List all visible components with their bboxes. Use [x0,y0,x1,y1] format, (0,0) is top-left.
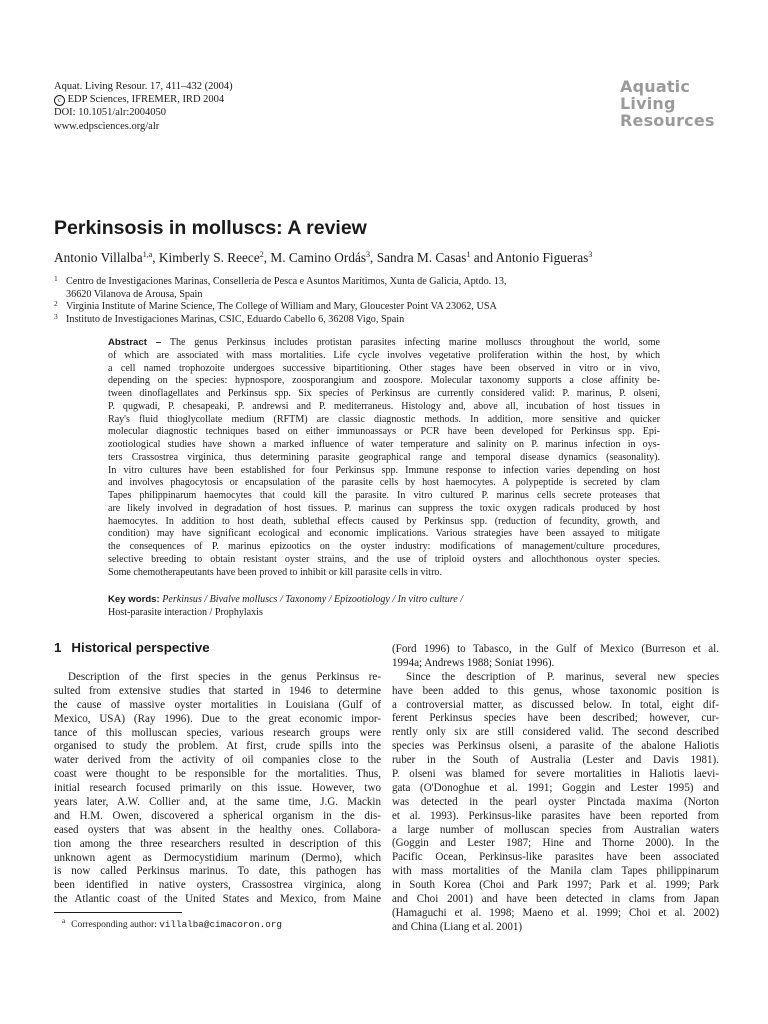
abstract-line [108,554,660,567]
body-text-line: in South Korea (Choi and Park 1997; Park et al. 1999; Park [392,879,719,892]
abstract-line [108,388,660,401]
author-separator: , [370,250,377,265]
author-email[interactable]: villalba@cimacoron.org [159,919,282,930]
author-name: Sandra M. Casas [376,250,467,265]
keywords-line [108,594,660,607]
body-text-line: ferent Perkinsus species have been described; however, cur- [392,712,719,725]
body-text-line: years later, A.W. Collier and, at the same time, J.G. Mackin [54,796,381,809]
author-name: Antonio Figueras [495,250,589,265]
section-number: 1 [54,640,62,655]
body-text-line: organised to study the problem. At first, crude spills into the [54,740,381,753]
abstract-text: zootiological studies have shown a marked influence of water temperature and salinity on P. marinus infection in oys- [108,439,660,450]
right-column [392,643,719,935]
logo-line: Resources [620,111,715,130]
affiliation-line [54,276,714,289]
body-text-line: rently only six are still considered valid. The second described [392,726,719,739]
abstract-text: Tapes philippinarum haemocytes that could kill the parasite. In vitro cultured P. marinus cells secrete proteases that [108,490,660,501]
body-text-line: et al. 1993). Perkinsus-like parasites have been reported from [392,809,719,822]
keywords-line: Host-parasite interaction / Prophylaxis [108,606,263,618]
body-text-line: a large number of molluscan species from Australian waters [392,823,719,836]
abstract-line [108,337,660,350]
author-affil-marker: 2 [259,250,264,259]
body-text-line: and Choi 2001) and have been detected in clams from Japan [392,893,719,906]
logo-line: Aquatic [620,77,691,96]
abstract-text: haemocytes. In addition to host death, sublethal effects caused by Perkinsus spp. (reduction of fecundity, growth, and [108,515,660,527]
body-text-line: the cause of massive oyster mortalities in Louisiana (Gulf of [54,698,381,711]
author-affil-marker: 1 [466,250,471,259]
abstract-line [108,414,660,427]
footnote [62,917,282,930]
footnote-rule [54,912,182,913]
abstract [108,337,660,579]
copyright-icon: c [54,95,65,106]
abstract-text: Ray's fluid thioglycollate medium (RFTM) are classic diagnostic methods. In addition, more sensitive and quicker [108,413,660,425]
abstract-line [108,465,660,478]
abstract-line [108,541,660,554]
abstract-line [108,490,660,503]
body-text-line: (Goggin and Lester 1987; Hine and Thorne 2000). In the [392,837,719,850]
affiliation-text: Instituto de Investigaciones Marinas, CSIC, Eduardo Cabello 6, 36208 Vigo, Spain [66,313,405,325]
body-text-line: (Ford 1996) to Tabasco, in the Gulf of Mexico (Burreson et al. [392,643,719,655]
body-text-line: Description of the first species in the genus Perkinsus re- [68,671,381,683]
author-affil-marker: 1,a [142,250,153,259]
abstract-text: molecular diagnostic techniques based on either immunoassays or PCR have been developed for Perkinsus spp. Epi- [108,426,660,438]
body-text-line: eased oysters that was absent in the healthy ones. Collabora- [54,823,381,836]
affiliations [54,276,714,326]
copyright-text: EDP Sciences, IFREMER, IRD 2004 [67,94,225,106]
keywords-label: Key words: [108,594,160,605]
body-text-line: water derived from the activity of oil companies close to the [54,754,381,767]
body-text-line: Pacific Ocean, Perkinsus-like parasites have been associated [392,851,719,864]
abstract-text: The genus Perkinsus includes protistan parasites infecting marine molluscs throughout the world, some [169,337,660,348]
body-text-line: with mass mortalities of the Manila clam Tapes philippinarum [392,865,719,878]
abstract-text: and involves phagocytosis or encapsulation of the parasite cells by host haemocytes. A polypeptide is secreted by clam [108,477,660,489]
affiliation-line [54,301,714,314]
abstract-line [108,567,660,580]
body-text-line: tance of this molluscan species, various research groups were [54,726,381,739]
abstract-text: are likely involved in degradation of host tissues. P. marinus can suppress the toxic oxygen radicals produced by host [108,502,660,514]
author-affil-marker: 3 [588,250,593,259]
abstract-line [108,477,660,490]
abstract-text: ters Crassostrea virginica, thus determining parasite geographical range and temporal disease dynamics (seasonality). [108,451,660,463]
abstract-line [108,401,660,414]
copyright-line [54,93,354,106]
body-text-line: unknown agent as Dermocystidium marinum (Dermo), which [54,851,381,864]
body-text-line: 1994a; Andrews 1988; Soniat 1996). [392,656,555,669]
body-text-line: Since the description of P. marinus, several new species [406,670,719,683]
body-text-line: coast were thought to be responsible for the mortalities. Thus, [54,768,381,781]
abstract-line [108,528,660,541]
body-text-line: gata (O'Donoghue et al. 1991; Goggin and Lester 1995) and [392,781,719,794]
body-text-line: P. olseni was blamed for severe mortalities in Haliotis laevi- [392,768,719,781]
author-separator: , [263,250,271,265]
journal-url[interactable]: www.edpsciences.org/alr [54,120,160,132]
abstract-line [108,439,660,452]
author-separator: , [152,250,159,265]
body-text-line: sulted from extensive studies that started in 1946 to determine [54,684,381,697]
author-affil-marker: 3 [366,250,371,259]
body-text-line: was detected in the pearl oyster Pinctada maxima (Norton [392,795,719,808]
body-text-line: (Hamaguchi et al. 1998; Maeno et al. 1999; Choi et al. 2002) [392,906,719,919]
logo-line: Living [620,94,676,113]
section-title: Historical perspective [71,640,210,655]
abstract-text: selective breeding to obtain resistant oyster strains, and the use of triploid oysters and allochthonous oyster species. [108,553,660,565]
body-text-line: species was Perkinsus olseni, a parasite of the abalone Haliotis [392,740,719,753]
abstract-line [108,426,660,439]
affiliation-text: Virginia Institute of Marine Science, The College of William and Mary, Gloucester Point VA 23062, USA [66,301,497,313]
abstract-text: the consequences of P. marinus epizootics on the oyster industry: modifications of management/culture procedures, [108,541,660,552]
abstract-label: Abstract – [108,337,162,348]
body-text-line: ruber in the South of Australia (Lester and Davis 1981). [392,754,719,767]
journal-citation: Aquat. Living Resour. 17, 411–432 (2004) [54,81,233,92]
affiliation-number: 2 [54,299,58,309]
author-separator: and [470,250,496,265]
abstract-text: tween dinoflagellates and Perkinsus spp. Six species of Perkinsus are currently considered valid: P. marinus, P. olseni, [108,388,660,399]
abstract-line [108,503,660,516]
abstract-text: In vitro cultures have been established for four Perkinsus spp. Immune response to infection varies depending on host [108,464,660,476]
body-text-line: and China (Liang et al. 2001) [392,920,523,933]
footnote-marker: a [62,917,66,925]
abstract-text: condition) may have significant ecological and economic implications. Various strategies have been assayed to mitigate [108,528,660,540]
body-text-line: the Atlantic coast of the United States and Mexico, from Maine [54,893,381,906]
journal-logo [620,78,740,129]
author-name: Kimberly S. Reece [158,250,260,265]
body-text-line: is now called Perkinsus marinus. To date, this pathogen has [54,865,381,878]
footnote-label: Corresponding author: [71,920,157,930]
abstract-line [108,516,660,529]
body-text-line: tion among the three researchers resulted in description of this [54,837,381,850]
author-list [54,250,724,266]
abstract-text: depending on the species: hypnospore, zoosporangium and zoospore. Molecular taxonomy supports a close affinity be- [108,375,660,387]
abstract-text: a cell named trophozoite undergoes successive bipartitioning. Other stages have been observed in vitro or in vivo, [108,362,660,374]
abstract-text: P. qugwadi, P. chesapeaki, P. andrewsi and P. mediterraneus. Histology and, above all, incubation of host tissues in [108,400,660,412]
affiliation-text: 36620 Vilanova de Arousa, Spain [66,288,203,300]
body-text-line: Mexico, USA) (Ray 1996). Due to the great economic impor- [54,712,381,725]
keywords [108,594,660,620]
section-heading [54,640,210,655]
left-column [54,671,381,907]
affiliation-line [54,289,714,302]
body-text-line: been identified in native oysters, Crassostrea virginica, along [54,879,381,892]
author-name: M. Camino Ordás [270,250,367,265]
body-text-line: have been added to this genus, whose taxonomic position is [392,684,719,697]
abstract-line [108,375,660,388]
keywords-text: Perkinsus / Bivalve molluscs / Taxonomy / Epizootiology / In vitro culture / [162,594,464,605]
abstract-text: of which are associated with mass mortalities. Life cycle involves vegetative proliferation within the host, by which [108,349,660,361]
abstract-text: Some chemotherapeutants have been proved to inhibit or kill parasite cells in vitro. [108,566,442,578]
doi: DOI: 10.1051/alr:2004050 [54,107,166,119]
body-text-line: a controversial matter, as discussed below. In total, eight dif- [392,698,719,711]
author-name: Antonio Villalba [54,250,143,265]
abstract-line [108,452,660,465]
affiliation-text: Centro de Investigaciones Marinas, Consellería de Pesca e Asuntos Marítimos, Xunta de Galicia, Aptdo. 13, [66,276,507,287]
article-title: Perkinsosis in molluscs: A review [54,217,367,239]
abstract-line [108,350,660,363]
journal-info [54,80,354,133]
affiliation-line [54,311,714,327]
affiliation-number: 3 [54,311,58,321]
affiliation-number: 1 [54,274,58,283]
abstract-line [108,363,660,376]
body-text-line: initial research focused primarily on this issue. However, two [54,782,381,795]
body-text-line: and H.M. Owen, discovered a spherical organism in the dis- [54,809,381,822]
